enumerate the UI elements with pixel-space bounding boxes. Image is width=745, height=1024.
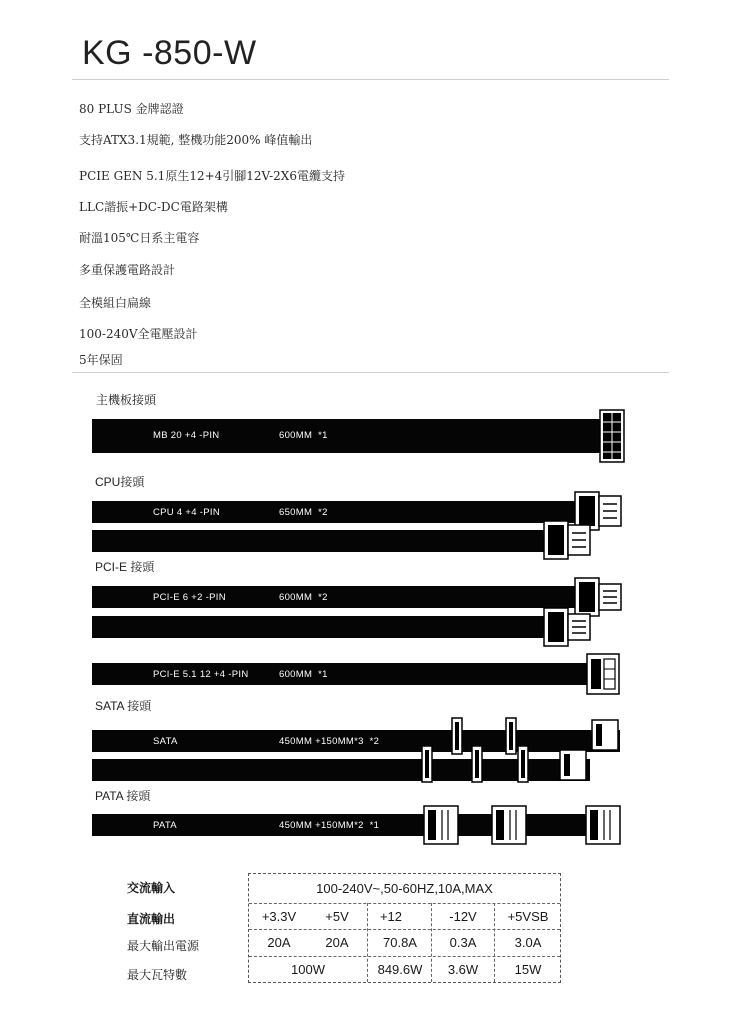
spec-table bbox=[248, 873, 561, 983]
features-divider bbox=[72, 372, 669, 373]
cpu-connector-icon bbox=[544, 521, 592, 559]
max-output-5v: 20A bbox=[325, 935, 349, 950]
max-output-3v3: 20A bbox=[267, 935, 291, 950]
max-watt-3v3-5v: 100W bbox=[291, 962, 325, 977]
feature-item: 80 PLUS 金牌認證 bbox=[79, 102, 184, 116]
cable-cpu-b bbox=[92, 530, 547, 552]
cable-mb bbox=[92, 419, 602, 453]
pcie-12v-connector-icon bbox=[587, 654, 621, 694]
dc-output-12v: +12 bbox=[379, 909, 403, 924]
max-watt-12v: 849.6W bbox=[377, 962, 423, 977]
pata-connector-icon bbox=[422, 804, 624, 846]
feature-item: 多重保護電路設計 bbox=[79, 263, 176, 277]
max-output-12v: 70.8A bbox=[383, 935, 417, 950]
feature-item: 100-240V全電壓設計 bbox=[79, 327, 198, 341]
cable-pcie-a bbox=[92, 586, 579, 608]
mb-connector-icon bbox=[600, 410, 625, 462]
cable-cpu-a bbox=[92, 501, 579, 523]
max-output-neg12v: 0.3A bbox=[449, 935, 477, 950]
cable-name: PCI-E 6 +2 -PIN bbox=[153, 592, 226, 603]
feature-item: 5年保固 bbox=[79, 353, 123, 367]
cable-spec: 450MM +150MM*3 *2 bbox=[279, 736, 380, 747]
cable-name: SATA bbox=[153, 736, 178, 747]
table-rule bbox=[431, 903, 432, 982]
cable-spec: 600MM *1 bbox=[279, 430, 328, 441]
section-title-sata: SATA 接頭 bbox=[95, 699, 152, 713]
feature-item: 全模組白扁線 bbox=[79, 296, 152, 310]
dc-output-neg12v: -12V bbox=[449, 909, 477, 924]
max-output-5vsb: 3.0A bbox=[514, 935, 542, 950]
cable-name: PCI-E 5.1 12 +4 -PIN bbox=[153, 669, 249, 680]
table-rule bbox=[367, 903, 368, 982]
cable-spec: 450MM +150MM*2 *1 bbox=[279, 820, 380, 831]
cable-name: MB 20 +4 -PIN bbox=[153, 430, 220, 441]
spec-label-max-output: 最大輸出電源 bbox=[127, 939, 200, 953]
table-rule bbox=[249, 956, 560, 957]
feature-item: 耐溫105℃日系主電容 bbox=[79, 231, 200, 245]
cable-name: PATA bbox=[153, 820, 177, 831]
cable-spec: 650MM *2 bbox=[279, 507, 328, 518]
table-rule bbox=[494, 903, 495, 982]
section-title-pcie: PCI-E 接頭 bbox=[95, 560, 155, 574]
table-rule bbox=[249, 929, 560, 930]
max-watt-5vsb: 15W bbox=[514, 962, 542, 977]
cable-pcie-b bbox=[92, 616, 547, 638]
dc-output-3v3: +3.3V bbox=[261, 909, 297, 924]
feature-item: 支持ATX3.1規範, 整機功能200% 峰值輸出 bbox=[79, 133, 313, 147]
max-watt-neg12v: 3.6W bbox=[447, 962, 479, 977]
ac-input-value: 100-240V~,50-60HZ,10A,MAX bbox=[316, 881, 493, 896]
cable-name: CPU 4 +4 -PIN bbox=[153, 507, 220, 518]
feature-item: PCIE GEN 5.1原生12+4引腳12V-2X6電纜支持 bbox=[79, 169, 345, 183]
spec-label-dc-output: 直流輸出 bbox=[127, 912, 176, 926]
cable-spec: 600MM *2 bbox=[279, 592, 328, 603]
feature-item: LLC諧振+DC-DC電路架構 bbox=[79, 200, 228, 214]
cable-spec: 600MM *1 bbox=[279, 669, 328, 680]
spec-label-ac-input: 交流輸入 bbox=[127, 881, 176, 895]
pcie-connector-icon bbox=[544, 608, 592, 646]
section-title-pata: PATA 接頭 bbox=[95, 789, 151, 803]
section-title-cpu: CPU接頭 bbox=[95, 475, 145, 489]
table-rule bbox=[249, 903, 560, 904]
cable-pcie-12v bbox=[92, 663, 587, 685]
section-title-mb: 主機板接頭 bbox=[96, 393, 157, 407]
product-title: KG -850-W bbox=[82, 34, 257, 72]
dc-output-5vsb: +5VSB bbox=[507, 909, 549, 924]
dc-output-5v: +5V bbox=[325, 909, 349, 924]
spec-label-max-watt: 最大瓦特數 bbox=[127, 968, 188, 982]
title-divider bbox=[72, 79, 669, 80]
sata-connector-icon bbox=[420, 716, 626, 788]
